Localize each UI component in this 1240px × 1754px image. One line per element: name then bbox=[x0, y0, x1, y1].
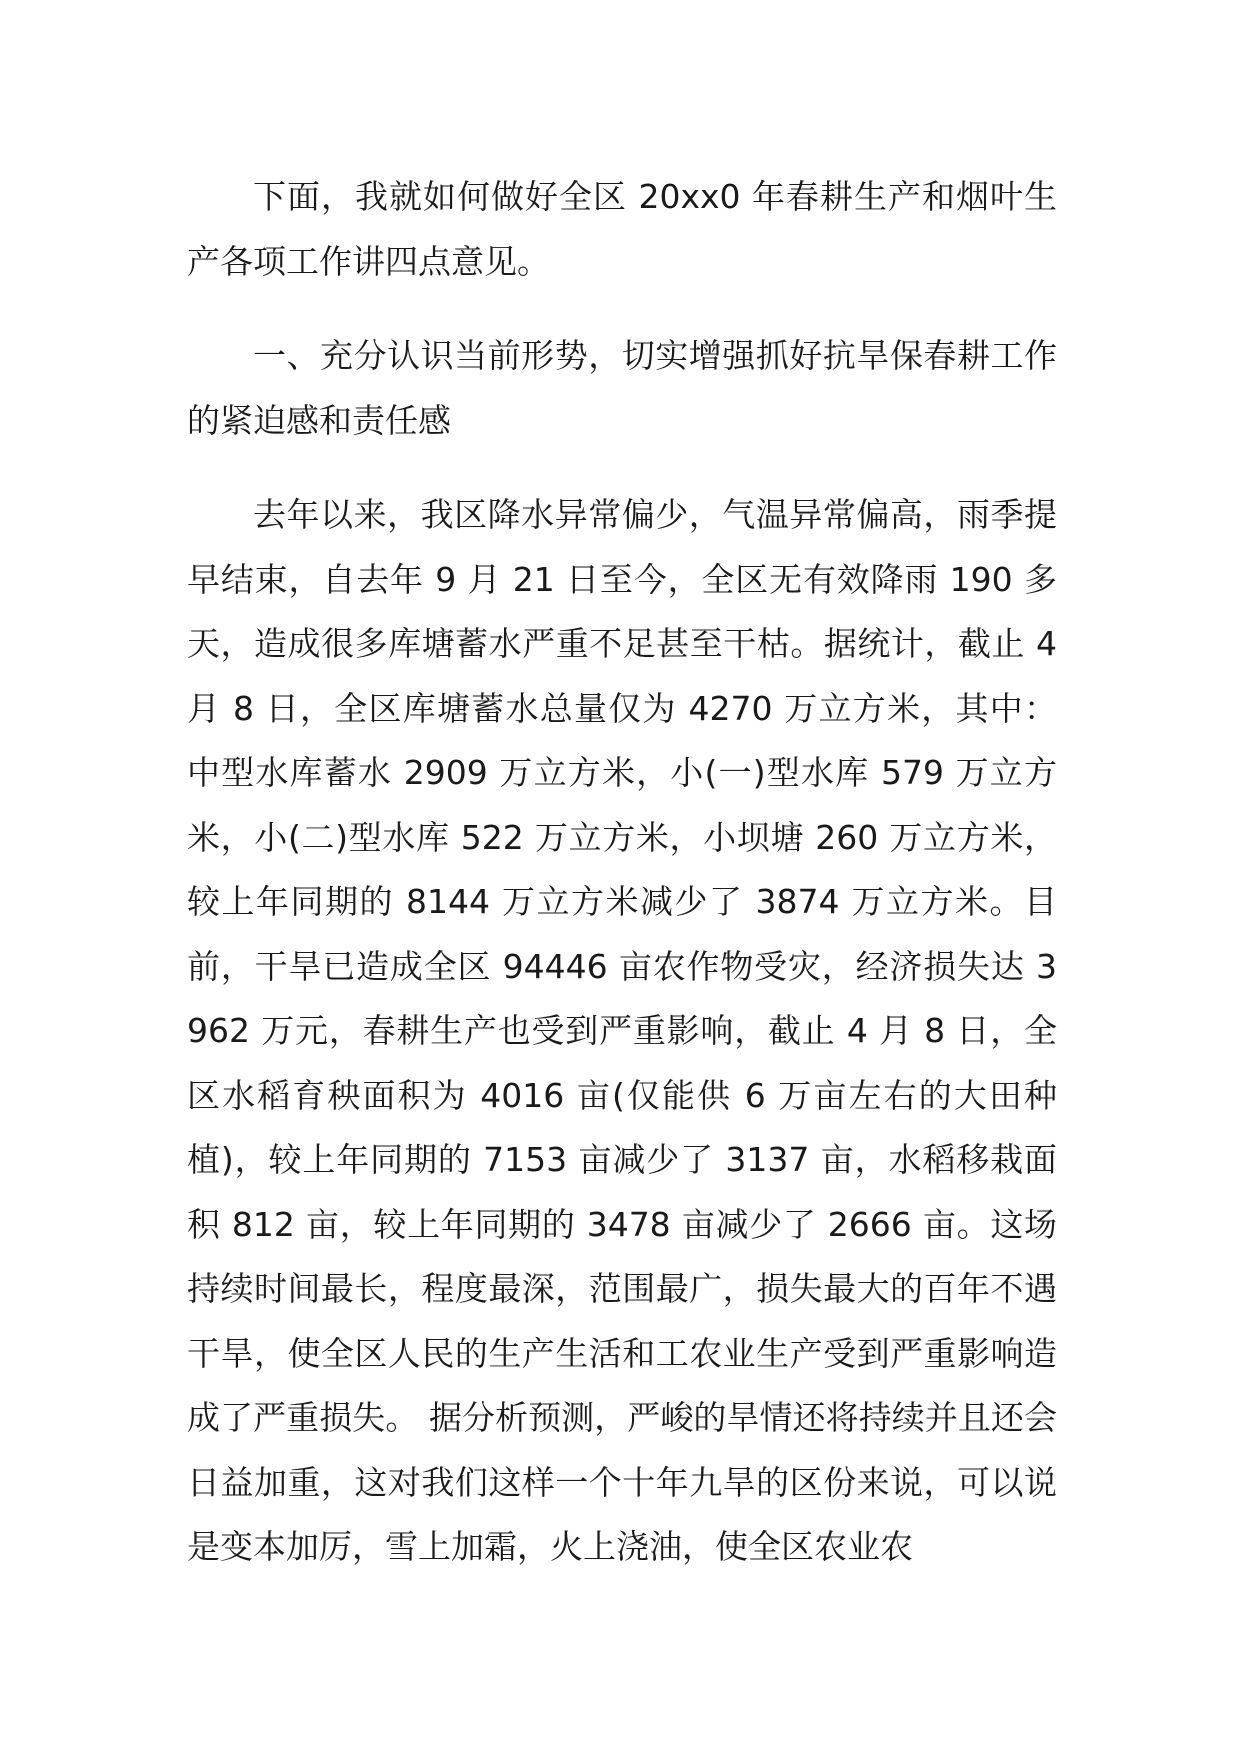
intro-paragraph: 下面，我就如何做好全区 20xx0 年春耕生产和烟叶生产各项工作讲四点意见。 bbox=[187, 177, 1057, 281]
document-body bbox=[187, 165, 1057, 1580]
body-paragraph: 去年以来，我区降水异常偏少，气温异常偏高，雨季提早结束，自去年 9 月 21 日至今，全区无有效降雨 190 多天，造成很多库塘蓄水严重不足甚至干枯。据统计，截止 4 月 8 日，全区库塘蓄水总量仅为 4270 万立方米，其中：中型水库蓄水 2909 万立方米，小(一)型水库 579 万立方米，小(二)型水库 522 万立方米，小坝塘 260 万立方米，较上年同期的 8144 万立方米减少了 3874 万立方米。目前，干旱已造成全区 94446 亩农作物受灾，经济损失达 3962 万元，春耕生产也受到严重影响，截止 4 月 8 日，全区水稻育秧面积为 4016 亩(仅能供 6 万亩左右的大田种植)，较上年同期的 7153 亩减少了 3137 亩，水稻移栽面积 812 亩，较上年同期的 3478 亩减少了 2666 亩。这场持续时间最长，程度最深，范围最广，损失最大的百年不遇干旱，使全区人民的生产生活和工农业生产受到严重影响造成了严重损失。 据分析预测，严峻的旱情还将持续并且还会日益加重，这对我们这样一个十年九旱的区份来说，可以说是变本加厉，雪上加霜，火上浇油，使全区农业农 bbox=[187, 495, 1057, 1566]
section-heading-1: 一、充分认识当前形势，切实增强抓好抗旱保春耕工作的紧迫感和责任感 bbox=[187, 336, 1057, 440]
